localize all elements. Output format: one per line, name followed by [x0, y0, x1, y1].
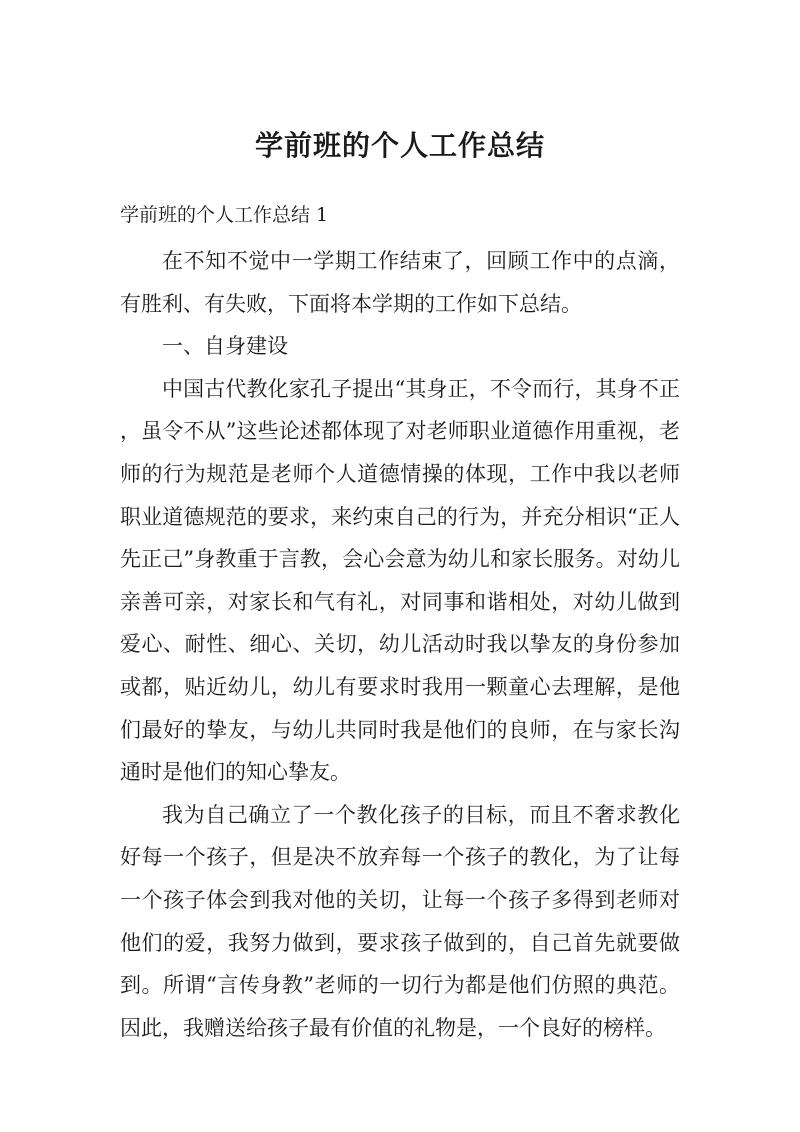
paragraph-intro: 在不知不觉中一学期工作结束了，回顾工作中的点滴，有胜利、有失败，下面将本学期的工作如下总结。: [120, 249, 680, 316]
document-title: 学前班的个人工作总结: [254, 129, 545, 162]
section-heading-self-building: 一、自身建设: [162, 334, 288, 359]
paragraph-goals: 我为自己确立了一个教化孩子的目标，而且不奢求教化好每一个孩子，但是决不放弃每一个孩子的教化，为了让每一个孩子体会到我对他的关切，让每一个孩子多得到老师对他们的爱，我努力做到，要求孩子做到的，自己首先就要做到。所谓“言传身教”老师的一切行为都是他们仿照的典范。因此，我赠送给孩子最有价值的礼物是，一个良好的榜样。: [120, 802, 680, 1040]
paragraph-ethics: 中国古代教化家孔子提出“其身正，不令而行，其身不正，虽令不从”这些论述都体现了对老师职业道德作用重视，老师的行为规范是老师个人道德情操的体现，工作中我以老师职业道德规范的要求，来约束自己的行为，并充分相识“正人先正己”身教重于言教，会心会意为幼儿和家长服务。对幼儿亲善可亲，对家长和气有礼，对同事和谐相处，对幼儿做到爱心、耐性、细心、关切，幼儿活动时我以挚友的身份参加或都，贴近幼儿，幼儿有要求时我用一颗童心去理解，是他们最好的挚友，与幼儿共同时我是他们的良师，在与家长沟通时是他们的知心挚友。: [120, 376, 680, 785]
section-subtitle: 学前班的个人工作总结 1: [120, 204, 329, 226]
document-page: [120, 0, 680, 1132]
document-body: [120, 240, 680, 1049]
